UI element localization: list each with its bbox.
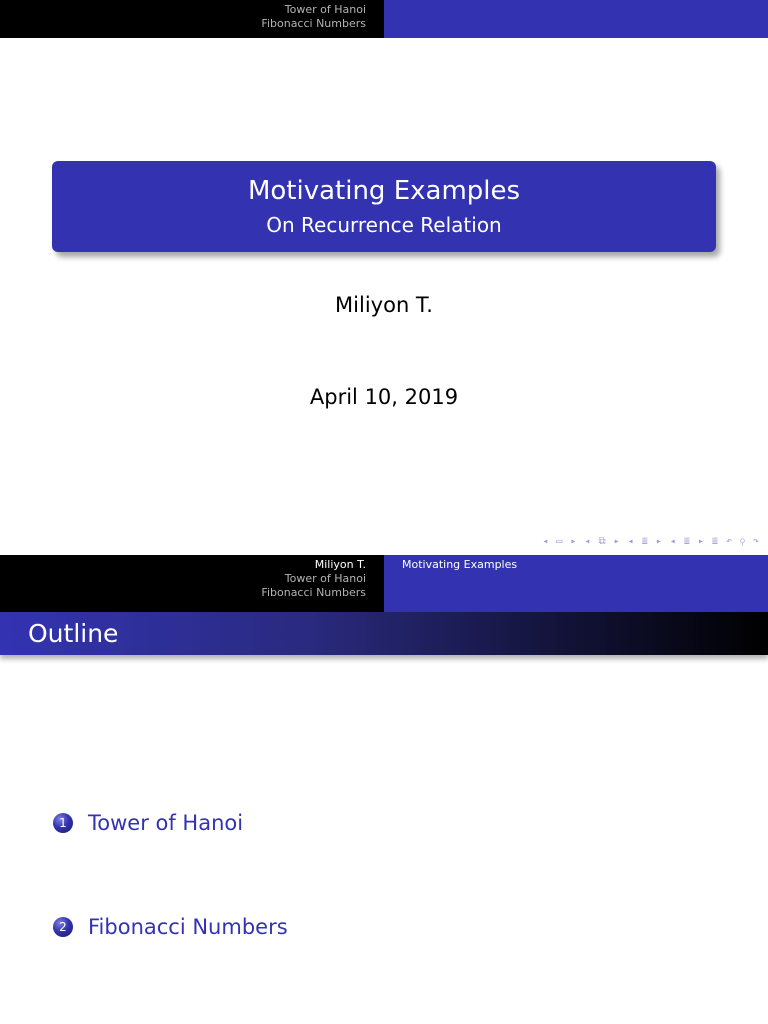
navigation-symbols[interactable]: ◂ ▭ ▸ ◂ ⧉ ▸ ◂ ≣ ▸ ◂ ≣ ▸ ≣ ↶ ⚲ ↷ <box>542 536 760 547</box>
headline-section-nav <box>0 555 384 612</box>
date: April 10, 2019 <box>309 385 459 409</box>
number-ball-icon: 1 <box>53 813 73 833</box>
toc-label[interactable]: Tower of Hanoi <box>88 811 244 835</box>
headline-short-title: Motivating Examples <box>402 558 518 571</box>
headline-title-area <box>384 0 768 38</box>
title-block <box>52 161 716 252</box>
presentation-subtitle: On Recurrence Relation <box>266 213 502 237</box>
toc-label[interactable]: Fibonacci Numbers <box>88 915 288 939</box>
toc-item-fibonacci[interactable] <box>53 915 288 939</box>
headline-bar-slide2 <box>0 555 768 612</box>
headline-title-area <box>384 555 768 612</box>
presentation-title: Motivating Examples <box>247 176 521 206</box>
section-link-tower-of-hanoi[interactable]: Tower of Hanoi <box>284 572 366 585</box>
headline-section-nav <box>0 0 384 38</box>
section-link-tower-of-hanoi[interactable]: Tower of Hanoi <box>284 3 366 16</box>
number-ball-icon: 2 <box>53 917 73 937</box>
headline-author: Miliyon T. <box>314 558 366 571</box>
author: Miliyon T. <box>335 293 433 317</box>
toc-item-tower-of-hanoi[interactable] <box>53 811 243 835</box>
frame-title: Outline <box>0 612 768 655</box>
headline-bar <box>0 0 768 38</box>
section-link-fibonacci[interactable]: Fibonacci Numbers <box>261 17 366 30</box>
section-link-fibonacci[interactable]: Fibonacci Numbers <box>261 586 366 599</box>
